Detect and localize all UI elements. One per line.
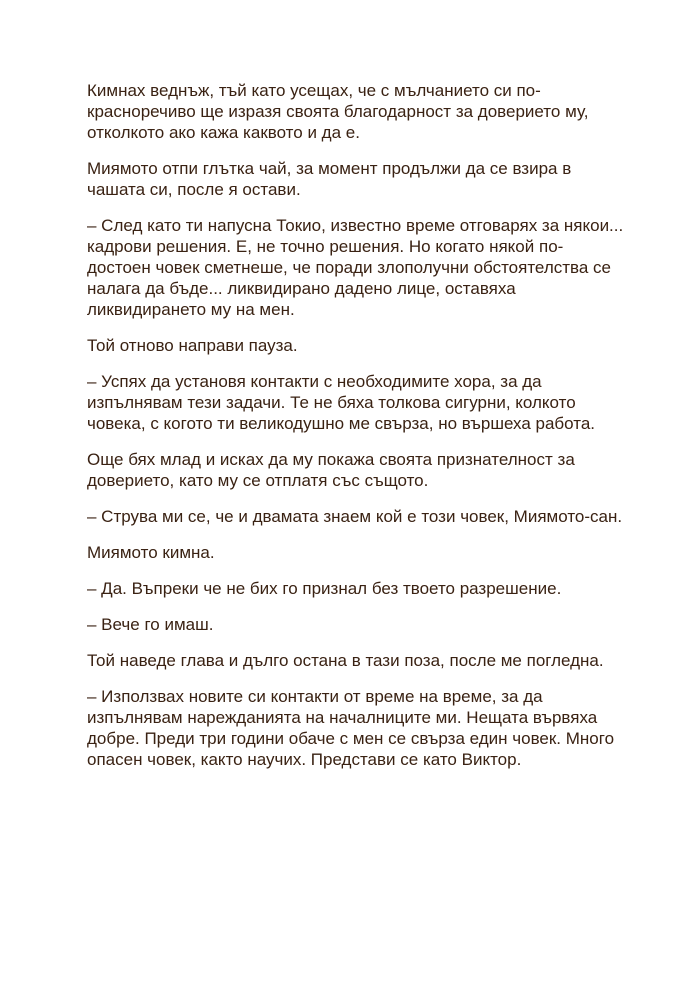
paragraph-4: Той отново направи пауза. [87, 336, 298, 355]
paragraph-12: – Използвах новите си контакти от време на време, за да изпълнявам нарежданията на началниците ми. Нещата вървяха добре. Преди три години обаче с мен се свърза един човек. Много опасен човек, както научих. Представи се като Виктор. [87, 687, 615, 769]
paragraph-2: Миямото отпи глътка чай, за момент продължи да се взира в чашата си, после я остави. [87, 159, 572, 199]
paragraph-6: Още бях млад и исках да му покажа своята признателност за доверието, като му се отплатя със същото. [87, 450, 575, 490]
paragraph-7: – Струва ми се, че и двамата знаем кой е този човек, Миямото-сан. [87, 507, 623, 526]
paragraph-10: – Вече го имаш. [87, 615, 214, 634]
paragraph-9: – Да. Въпреки че не бих го признал без твоето разрешение. [87, 579, 562, 598]
paragraph-1: Кимнах веднъж, тъй като усещах, че с мълчанието си по-красноречиво ще изразя своята благодарност за доверието му, отколкото ако кажа каквото и да е. [87, 81, 589, 142]
document-page [87, 80, 627, 770]
paragraph-11: Той наведе глава и дълго остана в тази поза, после ме погледна. [87, 651, 604, 670]
paragraph-8: Миямото кимна. [87, 543, 215, 562]
paragraph-3: – След като ти напусна Токио, известно време отговарях за някои... кадрови решения. Е, не точно решения. Но когато някой по-достоен човек сметнеше, че поради злополучни обстоятелства се налага да бъде... ликвидирано дадено лице, оставяха ликвидирането му на мен. [87, 216, 624, 319]
paragraph-5: – Успях да установя контакти с необходимите хора, за да изпълнявам тези задачи. Те не бяха толкова сигурни, колкото човека, с когото ти великодушно ме свърза, но вършеха работа. [87, 372, 596, 433]
